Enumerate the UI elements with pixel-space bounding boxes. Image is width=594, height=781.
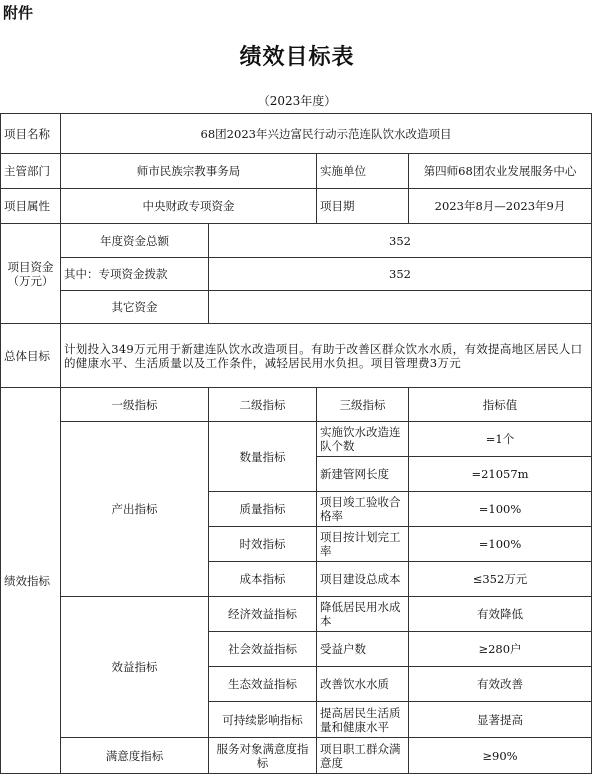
fund-special-label: 其中：专项资金拨款 bbox=[61, 258, 209, 291]
value-cell: ≥90% bbox=[409, 738, 592, 774]
header-level2: 二级指标 bbox=[209, 388, 317, 422]
period-value: 2023年8月—2023年9月 bbox=[409, 189, 592, 224]
satisfaction-indicator-label: 满意度指标 bbox=[61, 738, 209, 774]
overall-goal-label: 总体目标 bbox=[1, 324, 61, 388]
attribute-label: 项目属性 bbox=[1, 189, 61, 224]
row-fund-special bbox=[1, 258, 592, 291]
fund-total-label: 年度资金总额 bbox=[61, 224, 209, 258]
document-title: 绩效目标表 bbox=[239, 45, 355, 70]
row-fund-total bbox=[1, 224, 592, 258]
output-indicator-label: 产出指标 bbox=[61, 422, 209, 597]
value-cell: =100% bbox=[409, 492, 592, 527]
value-cell: 有效降低 bbox=[409, 597, 592, 632]
value-cell: =100% bbox=[409, 527, 592, 562]
row-attribute bbox=[1, 189, 592, 224]
period-label: 项目期 bbox=[317, 189, 409, 224]
level2-cell: 时效指标 bbox=[209, 527, 317, 562]
value-cell: 显著提高 bbox=[409, 702, 592, 738]
attribute-value: 中央财政专项资金 bbox=[61, 189, 317, 224]
overall-goal-text: 计划投入349万元用于新建连队饮水改造项目。有助于改善区群众饮水水质，有效提高地区居民人口的健康水平、生活质量以及工作条件，减轻居民用水负担。项目管理费3万元 bbox=[61, 324, 592, 388]
level2-cell: 质量指标 bbox=[209, 492, 317, 527]
level2-cell: 生态效益指标 bbox=[209, 667, 317, 702]
implementing-unit-value: 第四师68团农业发展服务中心 bbox=[409, 154, 592, 189]
fund-special-value: 352 bbox=[209, 258, 592, 291]
row-indicator-headers bbox=[1, 388, 592, 422]
performance-target-table bbox=[0, 113, 592, 774]
project-name-label: 项目名称 bbox=[1, 114, 61, 154]
level3-cell: 改善饮水水质 bbox=[317, 667, 409, 702]
indicators-label: 绩效指标 bbox=[1, 388, 61, 774]
level3-cell: 降低居民用水成本 bbox=[317, 597, 409, 632]
value-cell: =1个 bbox=[409, 422, 592, 457]
header-level1: 一级指标 bbox=[61, 388, 209, 422]
project-name-value: 68团2023年兴边富民行动示范连队饮水改造项目 bbox=[61, 114, 592, 154]
table-row bbox=[1, 597, 592, 632]
fund-other-label: 其它资金 bbox=[61, 291, 209, 324]
level3-cell: 受益户数 bbox=[317, 632, 409, 667]
level3-cell: 实施饮水改造连队个数 bbox=[317, 422, 409, 457]
implementing-unit-label: 实施单位 bbox=[317, 154, 409, 189]
level3-cell: 项目职工群众满意度 bbox=[317, 738, 409, 774]
document-year: （2023年度） bbox=[257, 94, 337, 108]
level3-cell: 提高居民生活质量和健康水平 bbox=[317, 702, 409, 738]
department-label: 主管部门 bbox=[1, 154, 61, 189]
table-row bbox=[1, 422, 592, 457]
effect-indicator-label: 效益指标 bbox=[61, 597, 209, 738]
funds-label: 项目资金（万元） bbox=[1, 224, 61, 324]
level3-cell: 项目竣工验收合格率 bbox=[317, 492, 409, 527]
attachment-label: 附件 bbox=[3, 4, 34, 22]
row-overall-goal bbox=[1, 324, 592, 388]
level2-cell: 可持续影响指标 bbox=[209, 702, 317, 738]
level2-cell: 服务对象满意度指标 bbox=[209, 738, 317, 774]
fund-other-value bbox=[209, 291, 592, 324]
level3-cell: 项目按计划完工率 bbox=[317, 527, 409, 562]
value-cell: 有效改善 bbox=[409, 667, 592, 702]
level2-cell: 经济效益指标 bbox=[209, 597, 317, 632]
value-cell: ≤352万元 bbox=[409, 562, 592, 597]
header-level3: 三级指标 bbox=[317, 388, 409, 422]
value-cell: ≥280户 bbox=[409, 632, 592, 667]
value-cell: =21057m bbox=[409, 457, 592, 492]
fund-total-value: 352 bbox=[209, 224, 592, 258]
level2-cell: 成本指标 bbox=[209, 562, 317, 597]
level2-cell: 社会效益指标 bbox=[209, 632, 317, 667]
header-value: 指标值 bbox=[409, 388, 592, 422]
table-row bbox=[1, 738, 592, 774]
level3-cell: 新建管网长度 bbox=[317, 457, 409, 492]
department-value: 师市民族宗教事务局 bbox=[61, 154, 317, 189]
row-department bbox=[1, 154, 592, 189]
row-project-name bbox=[1, 114, 592, 154]
row-fund-other bbox=[1, 291, 592, 324]
quantity-indicator-label: 数量指标 bbox=[209, 422, 317, 492]
level3-cell: 项目建设总成本 bbox=[317, 562, 409, 597]
